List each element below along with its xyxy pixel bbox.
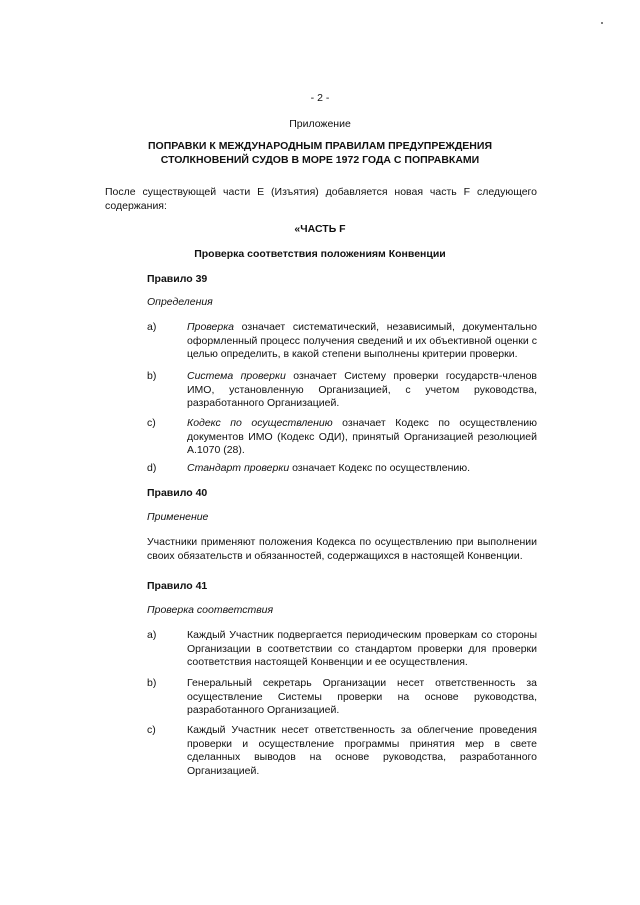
item-letter: d) (147, 462, 157, 474)
part-heading: «ЧАСТЬ F (294, 223, 346, 235)
item-text: Генеральный секретарь Организации несет ответственность за осуществление Системы проверки на основе руководства, разработанного Организацией. (187, 677, 537, 716)
item-text (187, 321, 537, 362)
item-letter: a) (147, 629, 157, 641)
item-text (187, 417, 537, 458)
document-title-line1: ПОПРАВКИ К МЕЖДУНАРОДНЫМ ПРАВИЛАМ ПРЕДУПРЕЖДЕНИЯ (147, 140, 492, 152)
defined-term: Проверка (187, 321, 235, 333)
rule41-heading: Правило 41 (147, 580, 208, 592)
rule41-subheading: Проверка соответствия (147, 604, 274, 616)
item-letter: b) (147, 677, 157, 689)
defined-term: Кодекс по осуществлению (187, 417, 333, 429)
document-title-line2: СТОЛКНОВЕНИЙ СУДОВ В МОРЕ 1972 ГОДА С ПОПРАВКАМИ (160, 154, 480, 166)
page-number: - 2 - (310, 92, 330, 104)
rule40-heading: Правило 40 (147, 487, 208, 499)
definition-text: означает Кодекс по осуществлению документов ИМО (Кодекс ОДИ), принятый Организацией резолюцией A.1070 (28). (187, 417, 537, 456)
item-text (187, 462, 537, 476)
definition-text: означает систематический, независимый, документально оформленный процесс получения сведений и их объективной оценки с целью определить, в какой степени выполнены критерии проверки. (187, 321, 537, 360)
item-text: Каждый Участник подвергается периодическим проверкам со стороны Организации в соответствии со стандартом проверки для проверки соответствия настоящей Конвенции и ее осуществления. (187, 629, 537, 668)
intro-paragraph: После существующей части E (Изъятия) добавляется новая часть F следующего содержания: (105, 186, 537, 212)
defined-term: Система проверки (187, 370, 286, 382)
rule40-paragraph: Участники применяют положения Кодекса по осуществлению при выполнении своих обязательств и обязанностей, содержащихся в настоящей Конвенции. (147, 536, 537, 562)
annex-label: Приложение (289, 118, 351, 130)
item-letter: c) (147, 417, 156, 429)
item-text (187, 370, 537, 411)
defined-term: Стандарт проверки (187, 462, 290, 474)
item-letter: b) (147, 370, 157, 382)
definition-text: означает Систему проверки государств-членов ИМО, установленную Организацией, с учетом руководства, разработанного Организацией. (187, 370, 538, 409)
item-letter: a) (147, 321, 157, 333)
rule39-subheading: Определения (147, 296, 213, 308)
part-title: Проверка соответствия положениям Конвенции (194, 248, 446, 260)
item-letter: c) (147, 724, 156, 736)
item-text: Каждый Участник несет ответственность за облегчение проведения проверки и осуществление программы принятия мер в свете сделанных выводов на основе руководства, разработанного Организацией. (187, 724, 537, 777)
rule40-subheading: Применение (147, 511, 209, 523)
scan-speck (601, 22, 603, 24)
rule39-heading: Правило 39 (147, 273, 208, 285)
definition-text: означает Кодекс по осуществлению. (289, 462, 471, 474)
